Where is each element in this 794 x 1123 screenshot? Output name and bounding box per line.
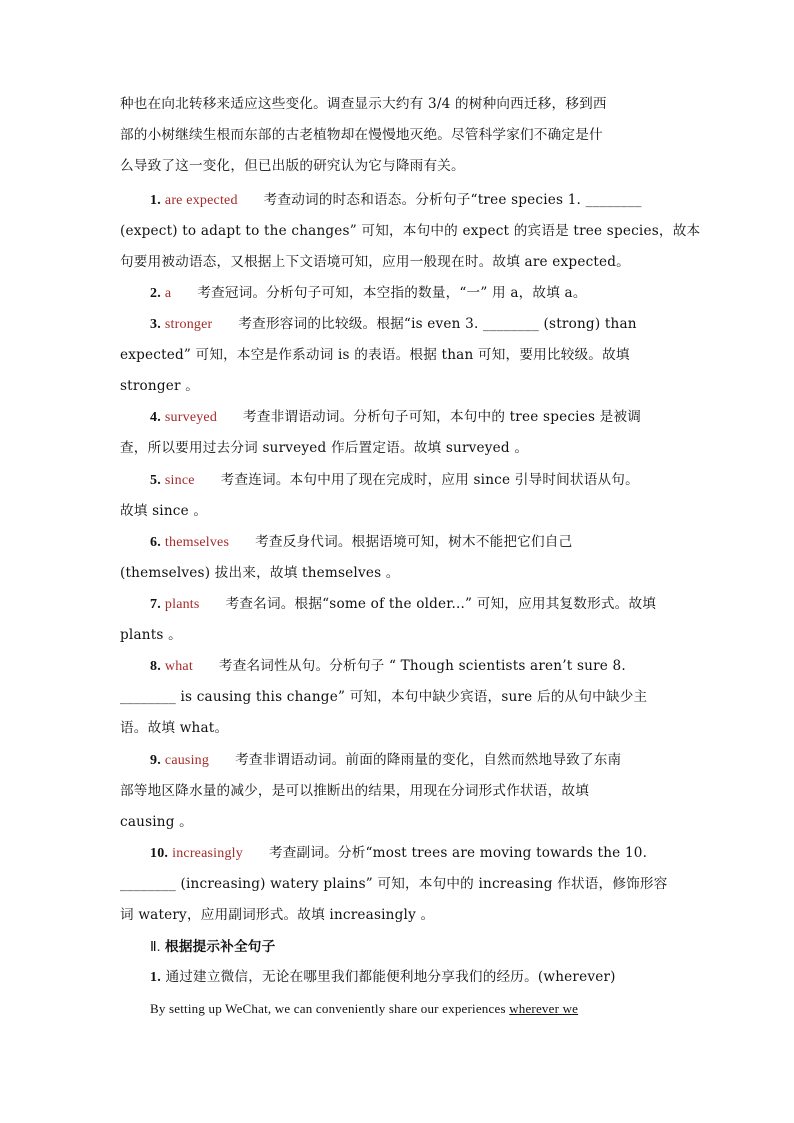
answer-text: themselves bbox=[164, 535, 230, 550]
explanation-line: ________ is causing this change” 可知，本句中缺少宾语，sure 后的从句中缺少主 bbox=[120, 689, 648, 705]
answer-item-1 bbox=[150, 185, 675, 216]
answer-item-8 bbox=[150, 651, 675, 682]
item-number: 10. bbox=[150, 846, 169, 861]
explanation-text: 考查连词。本句中用了现在完成时，应用 since 引导时间状语从句。 bbox=[220, 472, 639, 488]
item-number: 1. bbox=[150, 193, 161, 208]
intro-line-3: 么导致了这一变化，但已出版的研究认为它与降雨有关。 bbox=[120, 158, 465, 174]
question-answer: wherever we bbox=[509, 1001, 579, 1016]
answer-text: are expected bbox=[164, 193, 238, 208]
explanation-line: stronger 。 bbox=[120, 378, 200, 394]
answer-item-6 bbox=[150, 527, 675, 558]
item-number: 3. bbox=[150, 317, 161, 332]
answer-text: a bbox=[164, 286, 172, 301]
explanation-line: 部等地区降水量的减少，是可以推断出的结果，用现在分词形式作状语，故填 bbox=[120, 783, 589, 799]
question-number: 1. bbox=[150, 970, 161, 985]
answer-item-3 bbox=[150, 309, 675, 340]
question-prompt: 通过建立微信，无论在哪里我们都能便利地分享我们的经历。(wherever) bbox=[165, 969, 616, 985]
explanation-text: 考查动词的时态和语态。分析句子“tree species 1. ________ bbox=[263, 192, 642, 208]
answer-text: since bbox=[164, 473, 195, 488]
item-number: 9. bbox=[150, 753, 161, 768]
item-number: 5. bbox=[150, 473, 161, 488]
explanation-line: 查，所以要用过去分词 surveyed 作后置定语。故填 surveyed 。 bbox=[120, 440, 529, 456]
item-number: 6. bbox=[150, 535, 161, 550]
explanation-line: (themselves) 拔出来，故填 themselves 。 bbox=[120, 565, 400, 581]
answer-item-4 bbox=[150, 402, 675, 433]
explanation-line: causing 。 bbox=[120, 814, 193, 830]
item-number: 7. bbox=[150, 597, 161, 612]
explanation-line: 词 watery，应用副词形式。故填 increasingly 。 bbox=[120, 907, 435, 923]
answer-text: stronger bbox=[164, 317, 213, 332]
explanation-line: (expect) to adapt to the changes” 可知，本句中的 expect 的宾语是 tree species，故本 bbox=[120, 223, 701, 239]
explanation-text: 考查形容词的比较级。根据“is even 3. ________ (strong) than bbox=[238, 316, 637, 332]
answer-item-10 bbox=[150, 838, 675, 869]
item-number: 8. bbox=[150, 659, 161, 674]
answer-text: plants bbox=[164, 597, 200, 612]
question-1-chinese bbox=[150, 962, 675, 993]
question-sentence: By setting up WeChat, we can conveniently share our experiences bbox=[150, 1001, 510, 1016]
explanation-text: 考查副词。分析“most trees are moving towards the 10. bbox=[268, 845, 648, 861]
section-roman-numeral: Ⅱ. bbox=[150, 939, 161, 954]
answer-item-2 bbox=[150, 278, 675, 309]
answer-item-7 bbox=[150, 589, 675, 620]
explanation-line: expected” 可知，本空是作系动词 is 的表语。根据 than 可知，要用比较级。故填 bbox=[120, 347, 630, 363]
section-heading bbox=[150, 931, 675, 963]
explanation-line: 语。故填 what。 bbox=[120, 720, 229, 736]
explanation-line: plants 。 bbox=[120, 627, 182, 643]
answer-item-9 bbox=[150, 745, 675, 776]
explanation-text: 考查反身代词。根据语境可知，树木不能把它们自己 bbox=[255, 534, 573, 550]
item-number: 4. bbox=[150, 410, 161, 425]
explanation-text: 考查非谓语动词。前面的降雨量的变化，自然而然地导致了东南 bbox=[235, 752, 622, 768]
section-title: 根据提示补全句子 bbox=[165, 939, 276, 955]
item-number: 2. bbox=[150, 286, 161, 301]
intro-line-2: 部的小树继续生根而东部的古老植物却在慢慢地灭绝。尽管科学家们不确定是什 bbox=[120, 127, 603, 143]
explanation-text: 考查冠词。分析句子可知，本空指的数量，“一” 用 a，故填 a。 bbox=[197, 285, 587, 301]
question-1-english bbox=[150, 993, 675, 1024]
explanation-text: 考查名词。根据“some of the older...” 可知，应用其复数形式。故填 bbox=[225, 596, 657, 612]
explanation-text: 考查非谓语动词。分析句子可知，本句中的 tree species 是被调 bbox=[243, 409, 642, 425]
intro-line-1: 种也在向北转移来适应这些变化。调查显示大约有 3/4 的树种向西迁移，移到西 bbox=[120, 96, 607, 112]
answer-text: causing bbox=[164, 753, 210, 768]
answer-text: what bbox=[164, 659, 193, 674]
explanation-line: 故填 since 。 bbox=[120, 503, 208, 519]
answer-item-5 bbox=[150, 465, 675, 496]
explanation-text: 考查名词性从句。分析句子 “ Though scientists aren’t sure 8. bbox=[218, 658, 626, 674]
answer-text: increasingly bbox=[172, 846, 243, 861]
answer-text: surveyed bbox=[164, 410, 218, 425]
explanation-line: ________ (increasing) watery plains” 可知，本句中的 increasing 作状语，修饰形容 bbox=[120, 876, 668, 892]
explanation-line: 句要用被动语态，又根据上下文语境可知，应用一般现在时。故填 are expected。 bbox=[120, 254, 630, 270]
